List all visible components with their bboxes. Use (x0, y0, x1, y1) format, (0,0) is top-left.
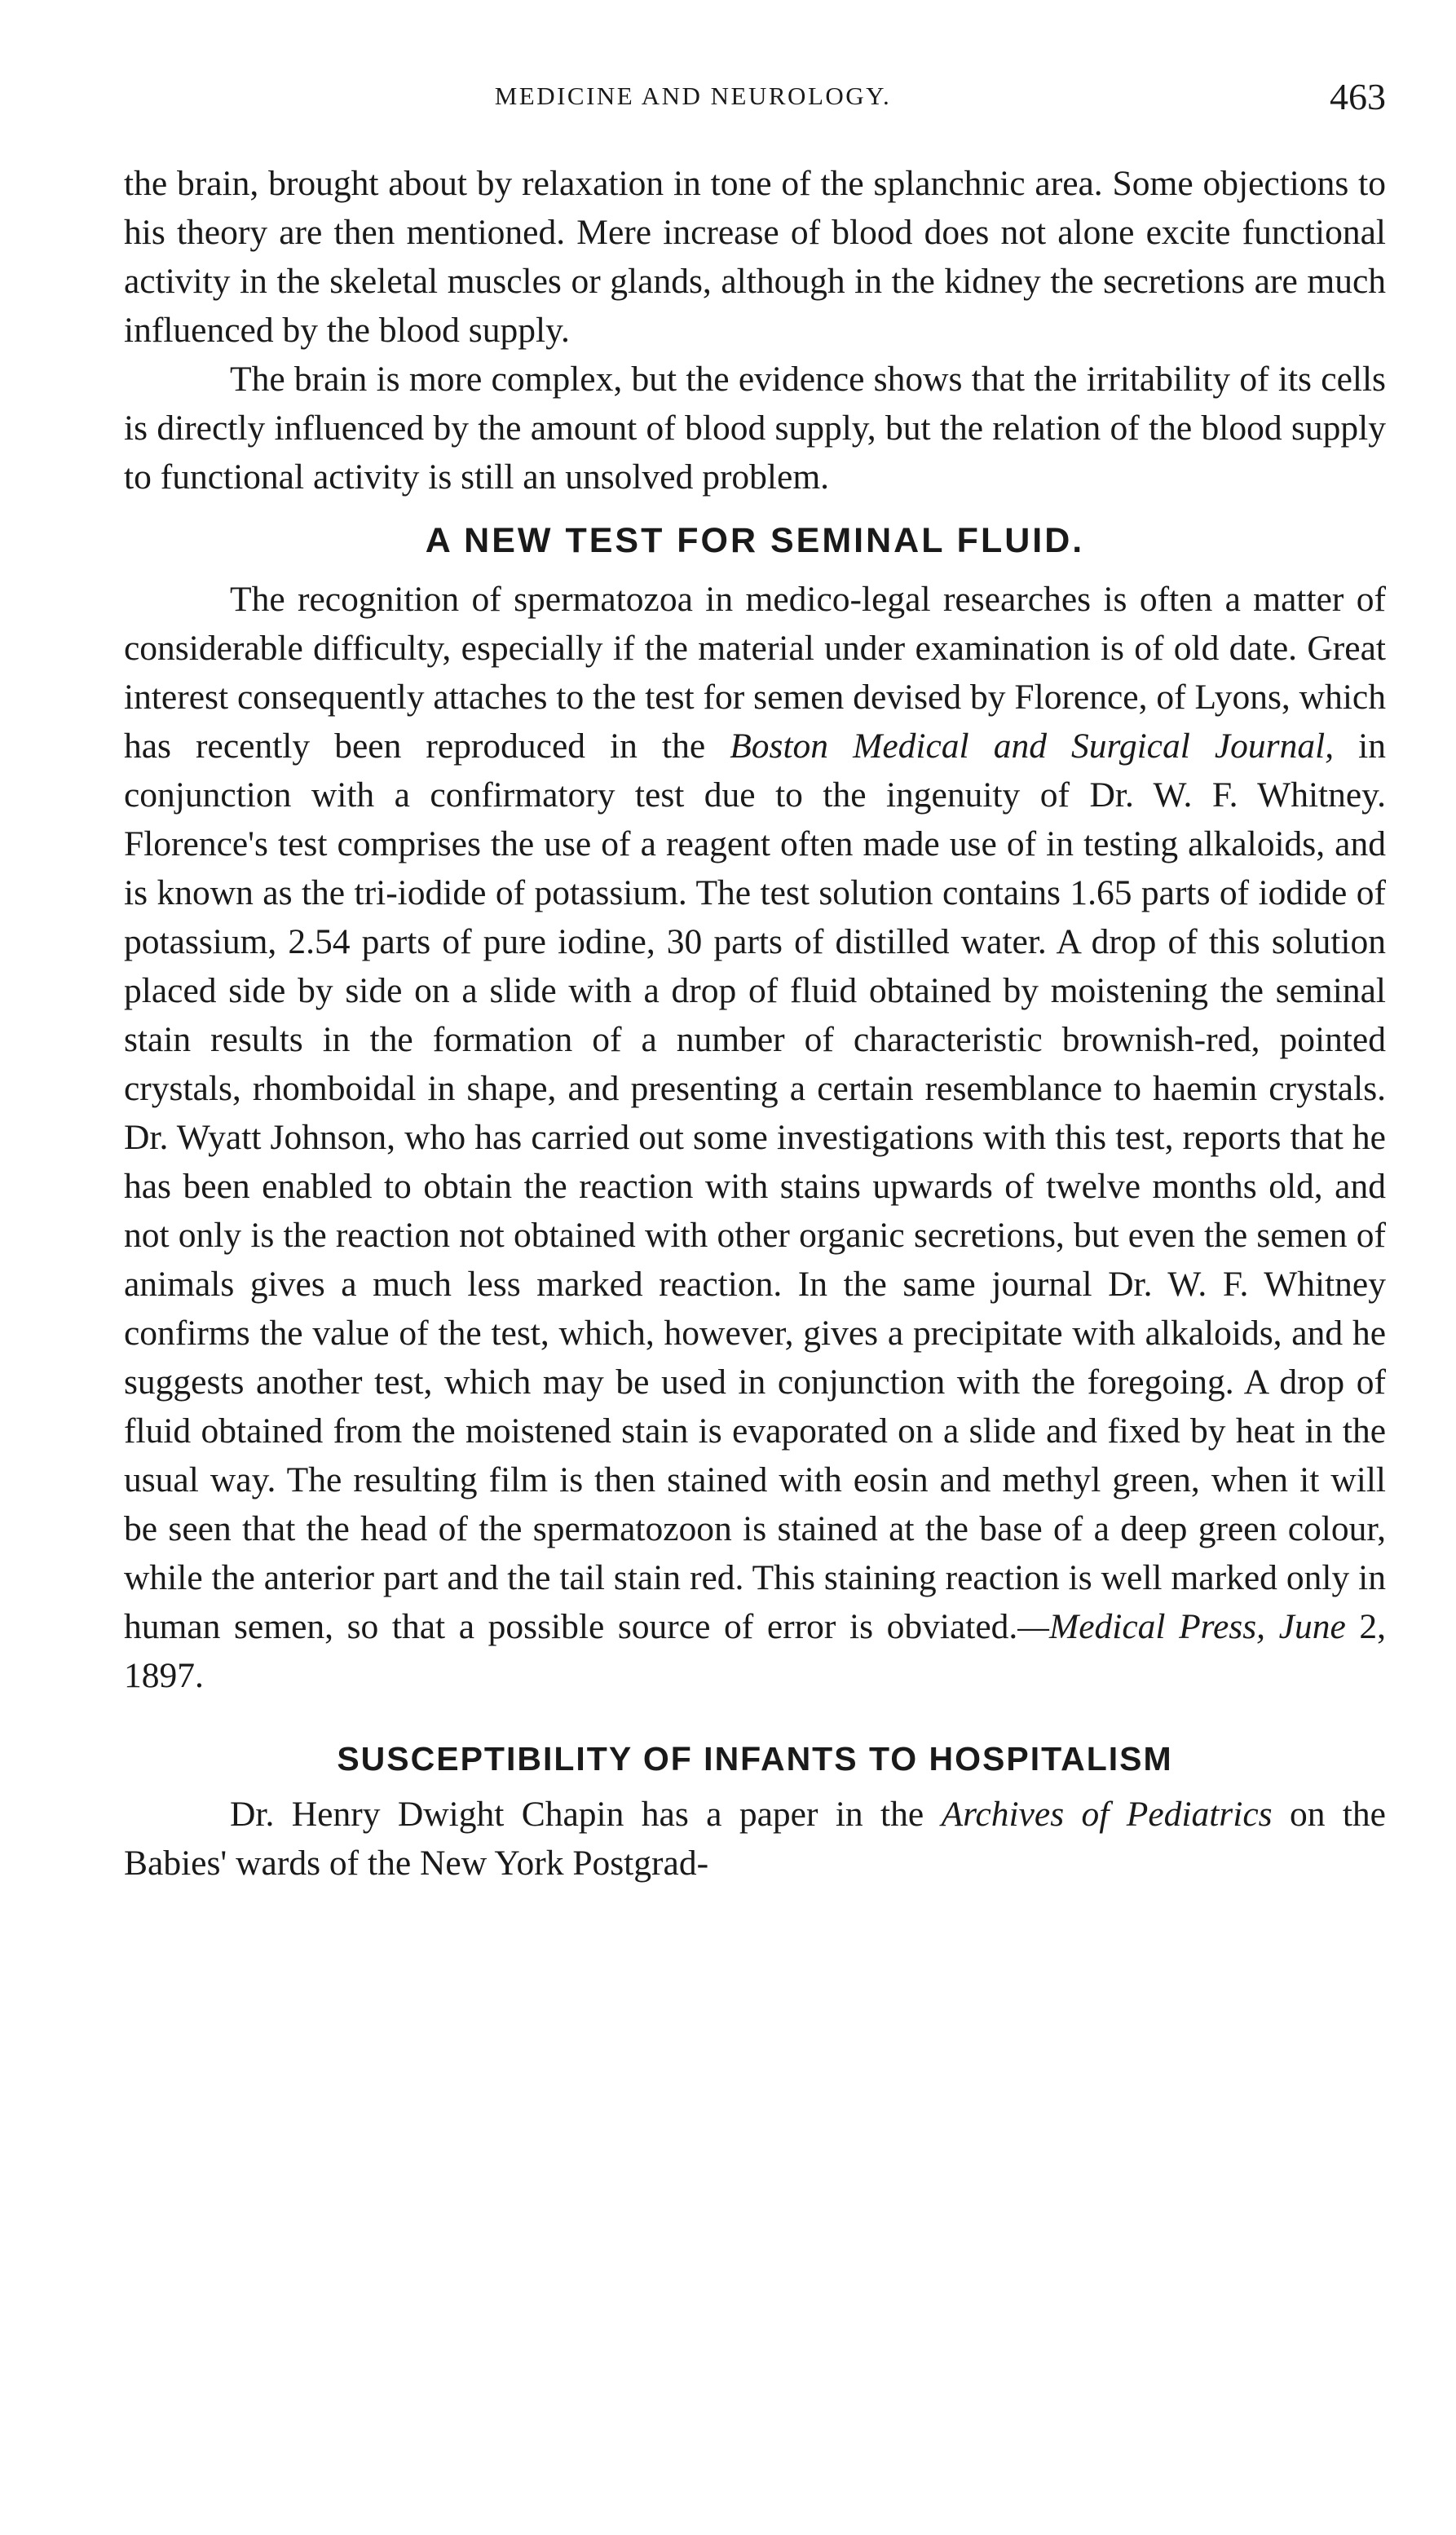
journal-title: Boston Medical and Surgical Journal, (730, 726, 1335, 766)
seminal-text-b: in conjunction with a confirmatory test due to the ingenuity of Dr. W. F. Whitney. Florence's test comprises the use of a reagent often made use of in testing alkaloids, and is known as the tri-iodide of potassium. The test solution contains 1.65 parts of iodide of potassium, 2.54 parts of pure iodine, 30 parts of distilled water. A drop of this solution placed side by side on a slide with a drop of fluid obtained by moistening the seminal stain results in the formation of a number of characteristic brownish-red, pointed crystals, rhomboidal in shape, and presenting a certain resemblance to haemin crystals. Dr. Wyatt Johnson, who has carried out some investigations with this test, reports that he has been enabled to obtain the reaction with stains upwards of twelve months old, and not only is the reaction not obtained with other organic secretions, but even the semen of animals gives a much less marked reaction. In the same journal Dr. W. F. Whitney confirms the value of the test, which, however, gives a precipitate with alkaloids, and he suggests another test, which may be used in conjunction with the foregoing. A drop of fluid obtained from the moistened stain is evaporated on a slide and fixed by heat in the usual way. The resulting film is then stained with eosin and methyl green, when it will be seen that the head of the spermatozoon is stained at the base of a deep green colour, while the anterior part and the tail stain red. This staining reaction is well marked only in human semen, so that a possible source of error is obviated. (124, 726, 1386, 1646)
seminal-text-a: The recognition of spermatozoa in medico-legal researches is often a matter of considerable difficulty, especially if the material under examination is of old date. Great interest consequently attaches to the test for semen devised by Florence, of Lyons, which has recently been reproduced in the (124, 580, 1386, 766)
citation-date: 2, 1897. (124, 1607, 1387, 1695)
continued-paragraph: the brain, brought about by relaxation in tone of the splanchnic area. Some objections to his theory are then mentioned. Mere increase of blood does not alone excite functional activity in the skeletal muscles or glands, although in the kidney the secretions are much influenced by the blood supply. (124, 164, 1386, 350)
page-body (124, 159, 1386, 1888)
running-title: MEDICINE AND NEUROLOGY. (494, 82, 892, 110)
running-head (130, 75, 1386, 124)
hospitalism-paragraph (124, 1790, 1386, 1888)
page-number: 463 (1330, 76, 1386, 117)
section-heading-hospitalism: SUSCEPTIBILITY OF INFANTS TO HOSPITALISM (337, 1740, 1173, 1778)
citation-source: —Medical Press, June (1017, 1607, 1346, 1646)
archives-title: Archives of Pediatrics (941, 1795, 1273, 1834)
brain-paragraph: The brain is more complex, but the evidence shows that the irritability of its cells is directly influenced by the amount of blood supply, but the relation of the blood supply to functional activity is still an unsolved problem. (124, 360, 1386, 497)
hospitalism-text-b: on the Babies' wards of the New York Postgrad- (124, 1795, 1386, 1883)
section-heading-seminal-fluid: A NEW TEST FOR SEMINAL FLUID. (425, 521, 1085, 560)
hospitalism-text-a: Dr. Henry Dwight Chapin has a paper in the (230, 1795, 942, 1834)
seminal-test-paragraph (124, 575, 1386, 1700)
